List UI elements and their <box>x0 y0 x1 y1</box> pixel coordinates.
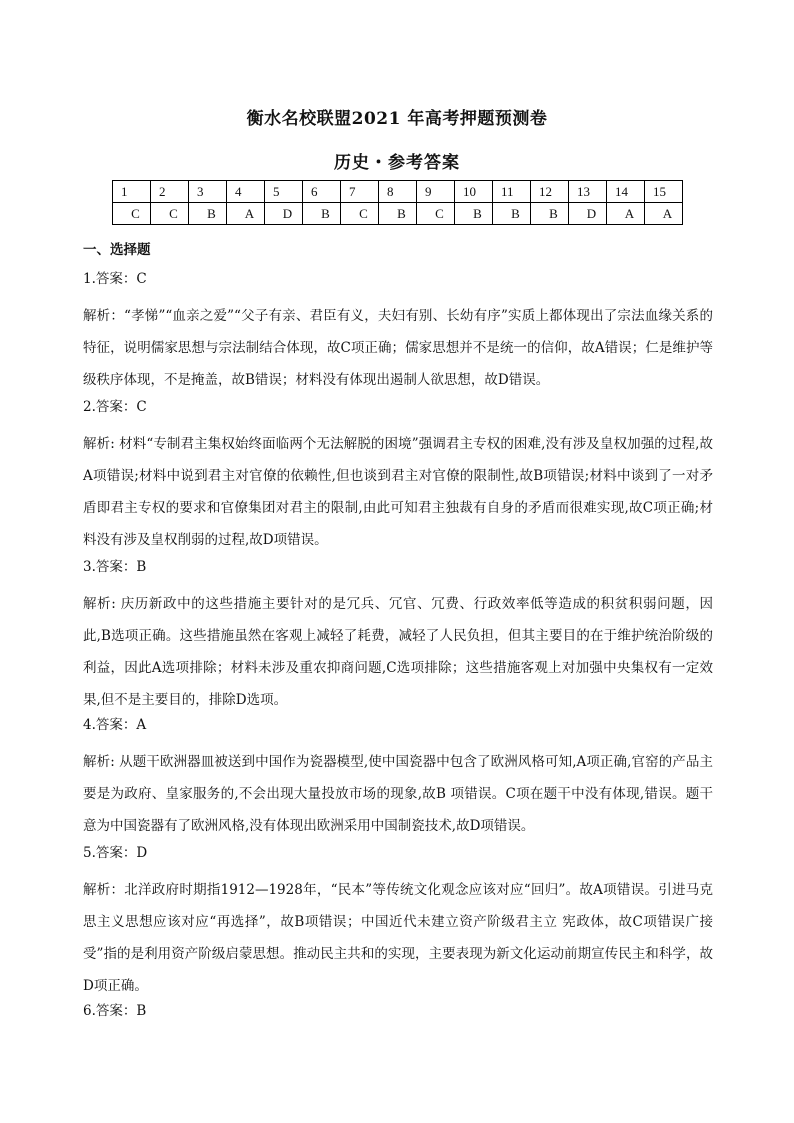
answer-cell: B <box>303 203 341 225</box>
explanation-text: 解析：北洋政府时期指1912—1928年，“民本”等传统文化观念应该对应“回归”。故A项错误。引进马克思主义思想应该对应“再选择”，故B项错误；中国近代未建立资产阶级君主立 宪政体，故C项错误广接受”指的是利用资产阶级启蒙思想。推动民主共和的实现，主要表现为新文化运动前期宣传民主和科学，故D项正确。 <box>83 882 713 994</box>
answer-line: 3.答案：B <box>83 559 147 575</box>
explanation-text: 解析：“孝悌”“血亲之爱”“父子有亲、君臣有义，夫妇有别、长幼有序”实质上都体现出了宗法血缘关系的特征，说明儒家思想与宗法制结合体现，故C项正确；儒家思想并不是统一的信仰，故A错误；仁是维护等级秩序体现，不是掩盖，故B错误；材料没有体现出遏制人欲思想，故D错误。 <box>83 308 713 388</box>
answer-line: 1.答案：C <box>83 271 147 287</box>
answer-line: 2.答案：C <box>83 399 147 415</box>
question-number-cell: 7 <box>341 181 379 203</box>
explanation-text: 解析: 材料“专制君主集权始终面临两个无法解脱的困境”强调君主专权的困难,没有涉及皇权加强的过程,故A项错误;材料中说到君主对官僚的依赖性,但也谈到君主对官僚的限制性,故B项错误;材料中谈到了一对矛盾即君主专权的要求和官僚集团对君主的限制,由此可知君主独裁有自身的矛盾而很难实现,故C项正确;材料没有涉及皇权削弱的过程,故D项错误。 <box>83 436 713 548</box>
answer-line: 4.答案：A <box>83 717 147 733</box>
answer-table-answer-row <box>113 203 683 225</box>
section-heading: 一、选择题 <box>83 242 151 258</box>
question-block <box>83 396 713 556</box>
question-number-cell: 12 <box>531 181 569 203</box>
answer-cell: C <box>417 203 455 225</box>
answer-key-subtitle: 历史・参考答案 <box>334 153 460 173</box>
question-number-cell: 4 <box>227 181 265 203</box>
question-number-cell: 6 <box>303 181 341 203</box>
question-block <box>83 714 713 842</box>
question-block <box>83 268 713 396</box>
answer-cell: B <box>379 203 417 225</box>
answer-table-number-row <box>113 181 683 203</box>
answer-cell: B <box>493 203 531 225</box>
question-number-cell: 14 <box>607 181 645 203</box>
answer-cell: D <box>265 203 303 225</box>
explanation-text: 解析: 庆历新政中的这些措施主要针对的是冗兵、冗官、冗费、行政效率低等造成的积贫积弱问题，因此,B选项正确。这些措施虽然在客观上减轻了耗费，减轻了人民负担，但其主要目的在于维护统治阶级的利益，因此A选项排除；材料未涉及重农抑商问题,C选项排除；这些措施客观上对加强中央集权有一定效果,但不是主要目的，排除D选项。 <box>83 596 713 708</box>
question-number-cell: 13 <box>569 181 607 203</box>
answer-cell: A <box>227 203 265 225</box>
answer-cell: A <box>607 203 645 225</box>
answer-table <box>112 180 683 225</box>
explanation-text: 解析: 从题干欧洲器皿被送到中国作为瓷器模型,使中国瓷器中包含了欧洲风格可知,A项正确,官窑的产品主要是为政府、皇家服务的,不会出现大量投放市场的现象,故B 项错误。C项在题干中没有体现,错误。题干意为中国瓷器有了欧洲风格,没有体现出欧洲采用中国制瓷技术,故D项错误。 <box>83 754 713 834</box>
question-number-cell: 1 <box>113 181 151 203</box>
question-number-cell: 8 <box>379 181 417 203</box>
answer-cell: A <box>645 203 683 225</box>
question-number-cell: 9 <box>417 181 455 203</box>
question-number-cell: 15 <box>645 181 683 203</box>
answer-cell: D <box>569 203 607 225</box>
answer-cell: B <box>455 203 493 225</box>
question-number-cell: 11 <box>493 181 531 203</box>
answer-cell: B <box>189 203 227 225</box>
answer-cell: C <box>151 203 189 225</box>
answer-cell: C <box>113 203 151 225</box>
answer-line: 6.答案：B <box>83 1003 147 1019</box>
question-block <box>83 556 713 716</box>
question-block <box>83 1000 713 1022</box>
question-block <box>83 842 713 1002</box>
question-number-cell: 2 <box>151 181 189 203</box>
question-number-cell: 5 <box>265 181 303 203</box>
answer-line: 5.答案：D <box>83 845 148 861</box>
exam-title: 衡水名校联盟2021 年高考押题预测卷 <box>246 109 548 129</box>
question-number-cell: 3 <box>189 181 227 203</box>
answer-cell: B <box>531 203 569 225</box>
question-number-cell: 10 <box>455 181 493 203</box>
answer-cell: C <box>341 203 379 225</box>
